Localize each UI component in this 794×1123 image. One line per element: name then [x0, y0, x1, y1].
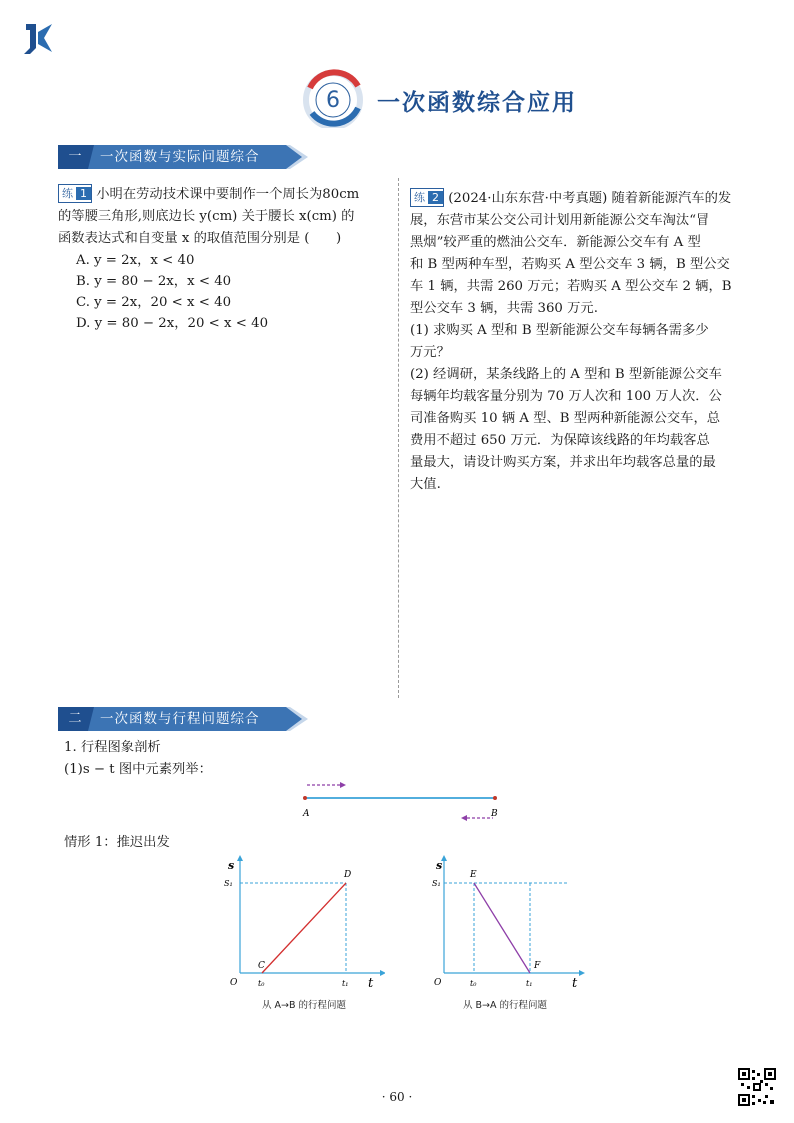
point-e-label: E — [470, 870, 477, 880]
graph-b-to-a — [424, 855, 589, 995]
question-2-line-11: 司准备购买 10 辆 A 型、B 型两种新能源公交车，总 — [410, 411, 721, 426]
publisher-logo — [22, 22, 54, 56]
case-1-label: 情形 1：推迟出发 — [64, 835, 170, 850]
question-1 — [58, 184, 388, 250]
analysis-heading: 1. 行程图象剖析 — [64, 740, 161, 755]
t1-label: t₁ — [526, 979, 533, 988]
origin-label: O — [230, 978, 238, 988]
t0-label: t₀ — [470, 979, 477, 988]
question-2 — [410, 188, 750, 496]
graph-a-to-b — [220, 855, 385, 995]
s-axis-label: s — [436, 859, 443, 872]
point-d-label: D — [344, 870, 352, 880]
option-a: A. y = 2x，x < 40 — [76, 253, 195, 268]
section-title: 一次函数与行程问题综合 — [100, 711, 260, 727]
point-f-label: F — [534, 961, 541, 971]
option-c: C. y = 2x，20 < x < 40 — [76, 295, 232, 310]
question-2-line-5: 车 1 辆，共需 260 万元；若购买 A 型公交车 2 辆，B — [410, 279, 732, 294]
question-2-line-9: (2) 经调研，某条线路上的 A 型和 B 型新能源公交车 — [410, 367, 722, 382]
graph-2-caption: 从 B→A 的行程问题 — [463, 1000, 548, 1011]
t0-label: t₀ — [258, 979, 265, 988]
question-2-line-7: (1) 求购买 A 型和 B 型新能源公交车每辆各需多少 — [410, 323, 709, 338]
question-2-line-10: 每辆年均载客量分别为 70 万人次和 100 万人次．公 — [410, 389, 722, 404]
section-number: 二 — [68, 711, 82, 726]
practice-tag: 练 1 — [58, 184, 92, 203]
question-2-line-12: 费用不超过 650 万元．为保障该线路的年均载客总 — [410, 433, 710, 448]
question-2-line-14: 大值. — [410, 477, 441, 492]
segment-diagram — [295, 780, 510, 825]
question-2-line-1: 练 2 (2024·山东东营·中考真题) 随着新能源汽车的发 — [410, 188, 750, 210]
chapter-title: 一次函数综合应用 — [377, 90, 577, 116]
point-c-label: C — [258, 961, 265, 971]
question-2-line-4: 和 B 型两种车型，若购买 A 型公交车 3 辆，B 型公交 — [410, 257, 730, 272]
column-divider — [398, 178, 399, 698]
page-number: · 60 · — [381, 1090, 413, 1104]
question-2-line-8: 万元？ — [410, 345, 450, 360]
analysis-subheading: (1)s − t 图中元素列举： — [64, 762, 212, 777]
s-axis-label: s — [228, 859, 235, 872]
qr-code-icon[interactable] — [738, 1068, 776, 1106]
s1-label: S₁ — [432, 879, 441, 888]
point-b-label: B — [491, 809, 498, 819]
t-axis-label: t — [572, 976, 578, 991]
section-title: 一次函数与实际问题综合 — [100, 149, 260, 165]
origin-label: O — [434, 978, 442, 988]
question-1-line-3: 函数表达式和自变量 x 的取值范围分别是 ( ) — [58, 231, 342, 246]
t1-label: t₁ — [342, 979, 349, 988]
question-2-line-13: 量最大，请设计购买方案，并求出年均载客总量的最 — [410, 455, 716, 470]
question-1-line-2: 的等腰三角形,则底边长 y(cm) 关于腰长 x(cm) 的 — [58, 209, 355, 224]
question-2-line-2: 展，东营市某公交公司计划用新能源公交车淘汰“冒 — [410, 213, 710, 228]
section-number: 一 — [68, 149, 82, 164]
question-2-line-6: 型公交车 3 辆，共需 360 万元. — [410, 301, 598, 316]
question-2-line-3: 黑烟”较严重的燃油公交车．新能源公交车有 A 型 — [410, 235, 701, 250]
s1-label: S₁ — [224, 879, 233, 888]
option-list — [76, 250, 268, 334]
chapter-number: 6 — [326, 88, 340, 113]
t-axis-label: t — [368, 976, 374, 991]
practice-tag: 练 2 — [410, 188, 444, 207]
option-d: D. y = 80 − 2x，20 < x < 40 — [76, 316, 269, 331]
graph-1-caption: 从 A→B 的行程问题 — [262, 1000, 347, 1011]
question-1-line-1: 练 1 小明在劳动技术课中要制作一个周长为80cm — [58, 184, 388, 206]
option-b: B. y = 80 − 2x，x < 40 — [76, 274, 232, 289]
point-a-label: A — [303, 809, 310, 819]
